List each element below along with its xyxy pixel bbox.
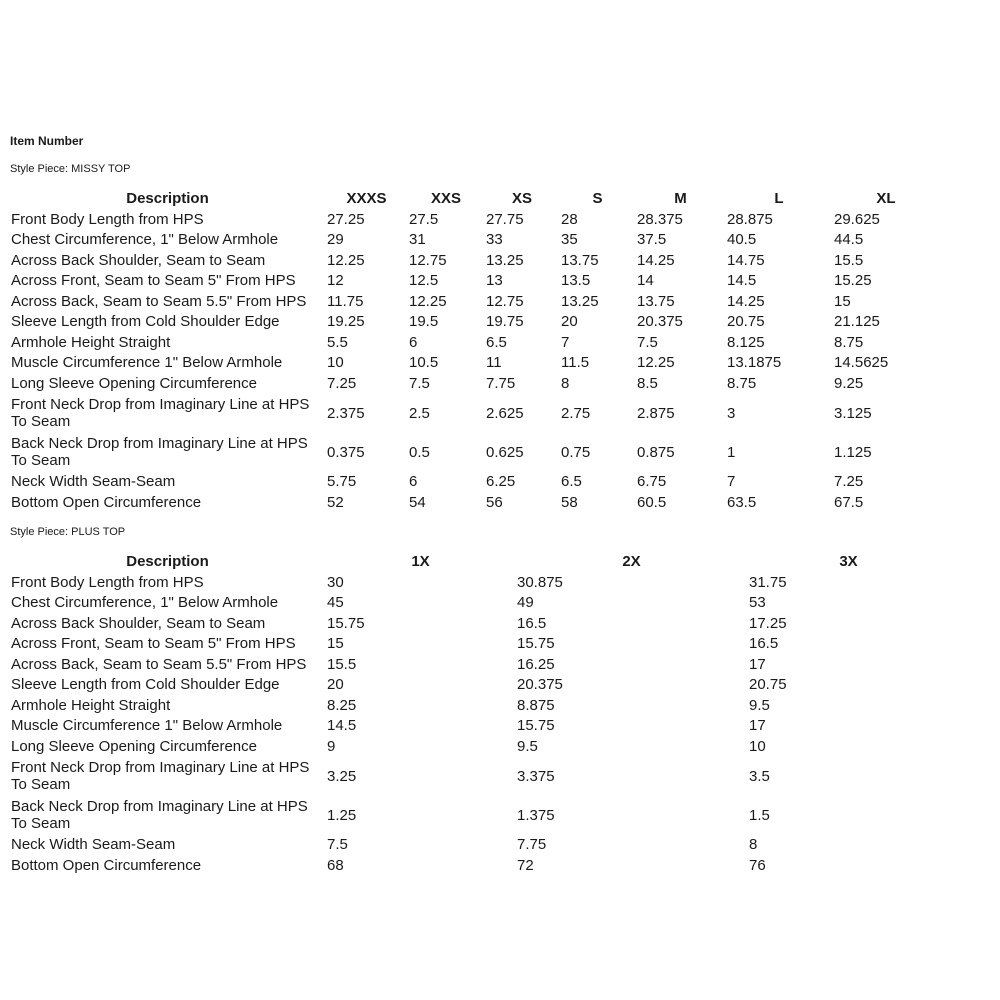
measurement-value: 27.25 [327,210,365,228]
measurement-value: 3.375 [517,767,555,785]
measurement-value: 1.375 [517,806,555,824]
measurement-value: 17 [749,655,766,673]
measurement-value: 31.75 [749,573,787,591]
table-row [8,736,948,757]
description-header: Description [126,189,209,207]
table-row [8,291,938,312]
measurement-value: 19.5 [409,313,439,331]
measurement-value: 12.75 [409,251,447,269]
measurement-value: 27.75 [486,210,524,228]
measurement-label: Chest Circumference, 1" Below Armhole [11,231,279,249]
measurement-label: Bottom Open Circumference [11,493,202,511]
measurement-value: 63.5 [727,493,757,511]
table-row [8,394,938,433]
measurement-value: 13 [486,272,503,290]
measurement-value: 13.75 [561,251,599,269]
measurement-value: 54 [409,493,426,511]
measurement-value: 3.125 [834,404,872,422]
measurement-value: 20.375 [517,676,563,694]
measurement-value: 14.25 [727,292,765,310]
measurement-value: 53 [749,594,766,612]
measurement-value: 15 [834,292,851,310]
measurement-value: 10.5 [409,354,439,372]
measurement-label: Front Body Length from HPS [11,573,204,591]
measurement-value: 12 [327,272,344,290]
measurement-value: 7.5 [637,333,658,351]
measurement-label: Across Back, Seam to Seam 5.5" From HPS [11,292,307,310]
measurement-label: Armhole Height Straight [11,333,171,351]
measurement-value: 12.5 [409,272,439,290]
measurement-value: 7 [561,333,570,351]
measurement-value: 19.75 [486,313,524,331]
style-piece-missy: Style Piece: MISSY TOP [10,163,131,175]
measurement-value: 3.25 [327,767,357,785]
measurement-value: 6.5 [561,473,582,491]
measurement-value: 17.25 [749,614,787,632]
table-row [8,230,938,251]
measurement-label: Front Neck Drop from Imaginary Line at HPS To Seam [11,759,310,793]
size-header: XL [876,189,896,207]
measurement-value: 1.25 [327,806,357,824]
measurement-value: 60.5 [637,493,667,511]
measurement-value: 12.75 [486,292,524,310]
measurement-value: 13.75 [637,292,675,310]
measurement-value: 52 [327,493,344,511]
table-row [8,572,948,593]
measurement-value: 6 [409,473,418,491]
measurement-value: 8.75 [834,333,864,351]
measurement-value: 56 [486,493,503,511]
size-header: S [592,189,603,207]
table-row [8,492,938,513]
table-row [8,757,948,796]
description-header: Description [126,552,209,570]
table-row [8,796,948,835]
measurement-value: 7.25 [834,473,864,491]
size-header: 1X [411,552,430,570]
measurement-value: 7.5 [327,836,348,854]
table-row [8,634,948,655]
measurement-value: 28.375 [637,210,683,228]
style-piece-plus: Style Piece: PLUS TOP [10,526,126,538]
measurement-value: 49 [517,594,534,612]
measurement-value: 8.875 [517,696,555,714]
measurement-value: 14.5 [327,717,357,735]
table-row [8,209,938,230]
measurement-value: 16.5 [517,614,547,632]
measurement-value: 12.25 [327,251,365,269]
measurement-value: 12.25 [637,354,675,372]
measurement-value: 16.5 [749,635,779,653]
measurement-value: 29.625 [834,210,880,228]
measurement-value: 30.875 [517,573,563,591]
measurement-value: 14.5 [727,272,757,290]
measurement-value: 1 [727,443,736,461]
measurement-value: 19.25 [327,313,365,331]
measurement-value: 3.5 [749,767,770,785]
measurement-value: 1.5 [749,806,770,824]
measurement-label: Long Sleeve Opening Circumference [11,374,257,392]
measurement-value: 0.625 [486,443,524,461]
measurement-value: 2.5 [409,404,430,422]
measurement-value: 28.875 [727,210,773,228]
table-header-row [8,187,938,209]
measurement-value: 15.5 [834,251,864,269]
measurement-label: Across Back, Seam to Seam 5.5" From HPS [11,655,307,673]
table-header-row [8,550,948,572]
measurement-value: 3 [727,404,736,422]
measurement-value: 8 [749,836,758,854]
item-number-label: Item Number [10,134,84,148]
measurement-label: Muscle Circumference 1" Below Armhole [11,717,283,735]
measurement-value: 5.75 [327,473,357,491]
measurement-value: 14.75 [727,251,765,269]
measurement-value: 6.75 [637,473,667,491]
measurement-label: Across Front, Seam to Seam 5" From HPS [11,635,296,653]
measurement-label: Across Front, Seam to Seam 5" From HPS [11,272,296,290]
size-header: XXS [430,189,461,207]
measurement-value: 1.125 [834,443,872,461]
measurement-value: 8 [561,374,570,392]
size-header: 2X [622,552,641,570]
table-row [8,312,938,333]
measurement-value: 21.125 [834,313,880,331]
measurement-value: 13.25 [561,292,599,310]
plus-spec-table [8,550,948,876]
measurement-value: 20.75 [749,676,787,694]
measurement-value: 20 [561,313,578,331]
measurement-value: 6.5 [486,333,507,351]
measurement-value: 10 [749,737,766,755]
measurement-value: 15.25 [834,272,872,290]
measurement-value: 9.5 [517,737,538,755]
measurement-label: Back Neck Drop from Imaginary Line at HPS To Seam [11,435,308,469]
measurement-label: Neck Width Seam-Seam [11,836,176,854]
measurement-value: 31 [409,231,426,249]
measurement-label: Front Neck Drop from Imaginary Line at HPS To Seam [11,396,310,430]
measurement-value: 11 [486,354,502,372]
measurement-value: 14.25 [637,251,675,269]
missy-spec-table [8,187,938,513]
measurement-label: Across Back Shoulder, Seam to Seam [11,614,266,632]
measurement-value: 40.5 [727,231,757,249]
measurement-value: 28 [561,210,578,228]
measurement-label: Chest Circumference, 1" Below Armhole [11,594,279,612]
measurement-value: 9.5 [749,696,770,714]
measurement-value: 17 [749,717,766,735]
measurement-value: 44.5 [834,231,864,249]
measurement-value: 8.5 [637,374,658,392]
measurement-value: 16.25 [517,655,555,673]
measurement-value: 15.75 [517,717,555,735]
measurement-value: 15 [327,635,344,653]
measurement-value: 15.75 [517,635,555,653]
measurement-value: 72 [517,856,534,874]
table-row [8,433,938,472]
measurement-label: Bottom Open Circumference [11,856,202,874]
measurement-value: 11.75 [327,292,364,310]
measurement-value: 0.75 [561,443,591,461]
measurement-value: 14.5625 [834,354,889,372]
measurement-value: 35 [561,231,578,249]
measurement-value: 29 [327,231,344,249]
measurement-value: 2.375 [327,404,365,422]
measurement-value: 8.25 [327,696,357,714]
measurement-value: 13.1875 [727,354,782,372]
table-row [8,593,948,614]
measurement-value: 68 [327,856,344,874]
measurement-value: 20.75 [727,313,765,331]
measurement-value: 2.875 [637,404,675,422]
table-row [8,716,948,737]
table-row [8,353,938,374]
measurement-value: 8.75 [727,374,757,392]
measurement-value: 10 [327,354,344,372]
measurement-value: 20.375 [637,313,683,331]
measurement-label: Across Back Shoulder, Seam to Seam [11,251,266,269]
size-header: L [774,189,784,207]
measurement-value: 33 [486,231,503,249]
table-row [8,332,938,353]
measurement-value: 37.5 [637,231,667,249]
measurement-value: 76 [749,856,766,874]
measurement-value: 7.75 [486,374,516,392]
table-row [8,373,938,394]
table-row [8,613,948,634]
measurement-value: 14 [637,272,654,290]
measurement-value: 15.5 [327,655,357,673]
measurement-value: 27.5 [409,210,439,228]
measurement-value: 58 [561,493,578,511]
measurement-value: 13.25 [486,251,524,269]
table-row [8,695,948,716]
measurement-value: 9 [327,737,336,755]
measurement-value: 5.5 [327,333,348,351]
measurement-value: 7.5 [409,374,430,392]
measurement-label: Long Sleeve Opening Circumference [11,737,257,755]
measurement-value: 12.25 [409,292,447,310]
size-header: XXXS [346,189,387,207]
measurement-value: 0.875 [637,443,675,461]
table-row [8,250,938,271]
measurement-value: 30 [327,573,344,591]
size-header: XS [511,189,532,207]
table-row [8,675,948,696]
measurement-value: 11.5 [561,354,590,372]
measurement-value: 20 [327,676,344,694]
table-row [8,654,948,675]
size-header: M [674,189,687,207]
measurement-value: 0.5 [409,443,430,461]
size-header: 3X [839,552,858,570]
measurement-value: 45 [327,594,344,612]
measurement-value: 6 [409,333,418,351]
measurement-value: 13.5 [561,272,591,290]
measurement-label: Sleeve Length from Cold Shoulder Edge [11,313,280,331]
measurement-value: 67.5 [834,493,864,511]
measurement-value: 7.25 [327,374,357,392]
measurement-label: Armhole Height Straight [11,696,171,714]
table-row [8,835,948,856]
measurement-label: Back Neck Drop from Imaginary Line at HPS To Seam [11,798,308,832]
table-row [8,855,948,876]
table-row [8,271,938,292]
table-row [8,472,938,493]
measurement-value: 2.75 [561,404,591,422]
measurement-value: 8.125 [727,333,765,351]
measurement-label: Front Body Length from HPS [11,210,204,228]
measurement-value: 7.75 [517,836,547,854]
measurement-value: 15.75 [327,614,365,632]
measurement-label: Muscle Circumference 1" Below Armhole [11,354,283,372]
measurement-label: Neck Width Seam-Seam [11,473,176,491]
measurement-label: Sleeve Length from Cold Shoulder Edge [11,676,280,694]
measurement-value: 9.25 [834,374,864,392]
measurement-value: 0.375 [327,443,365,461]
measurement-value: 6.25 [486,473,516,491]
measurement-value: 7 [727,473,736,491]
measurement-value: 2.625 [486,404,524,422]
